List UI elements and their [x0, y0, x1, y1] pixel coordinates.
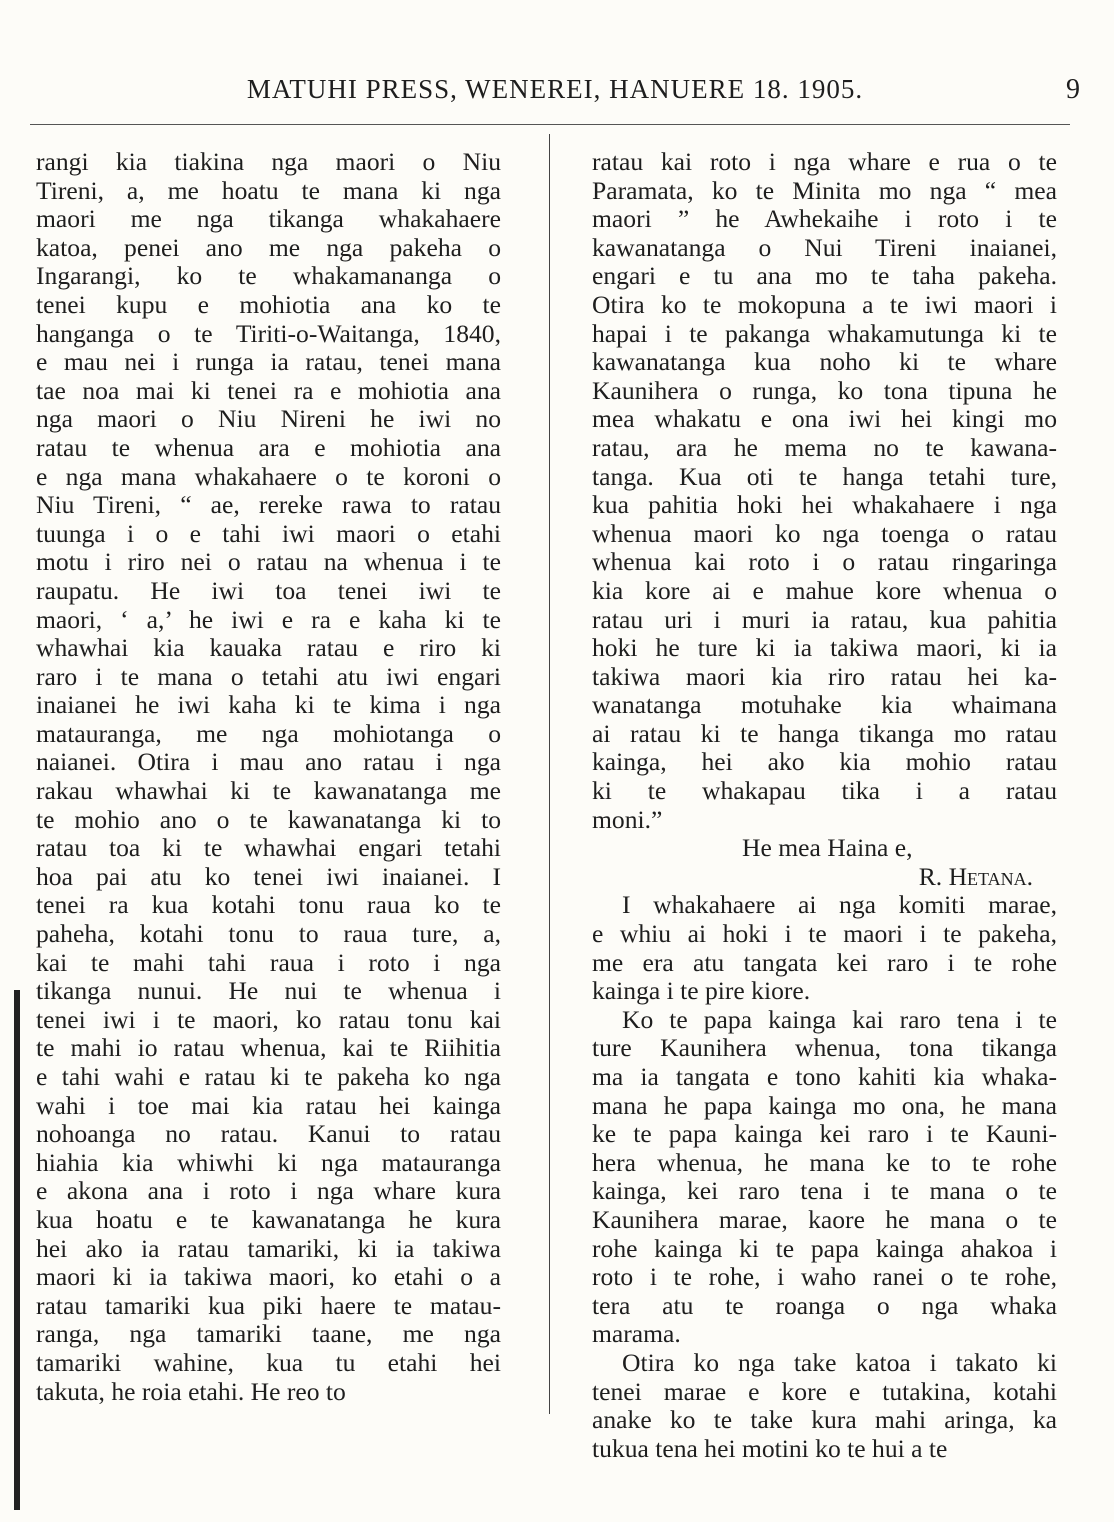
text-line: Otira ko nga take katoa i takato ki	[622, 1347, 1057, 1377]
text-line: nga maori o Niu Nireni he iwi no	[36, 404, 501, 434]
text-line: ma ia tangata e tono kahiti kia whaka-	[592, 1062, 1057, 1091]
text-line: te mohio ano o te kawanatanga ki to	[36, 804, 501, 834]
text-line: tenei marae e kore e tutakina, kotahi	[592, 1376, 1057, 1406]
text-line: ranga, nga tamariki taane, me nga	[36, 1319, 501, 1349]
text-line: mana he papa kainga mo ona, he mana	[592, 1090, 1057, 1120]
text-line: kua hoatu e te kawanatanga he kura	[36, 1204, 501, 1234]
text-line: hera whenua, he mana ke to te rohe	[592, 1147, 1057, 1177]
text-line: e mau nei i runga ia ratau, tenei mana	[36, 347, 501, 377]
column-divider	[549, 134, 550, 1414]
text-line: engari e tu ana mo te taha pakeha.	[592, 261, 1057, 291]
binding-edge	[14, 990, 20, 1510]
text-line: kawanatanga kua noho ki te whare	[592, 347, 1057, 377]
text-line: nohoanga no ratau. Kanui to ratau	[36, 1119, 501, 1149]
text-line: tikanga nunui. He nui te whenua i	[36, 976, 501, 1006]
text-line: Niu Tireni, “ ae, rereke rawa to ratau	[36, 490, 501, 520]
text-line: e tahi wahi e ratau ki te pakeha ko nga	[36, 1062, 501, 1091]
text-line: ki te whakapau tika i a ratau	[592, 776, 1057, 806]
text-line: hiahia kia whiwhi ki nga matauranga	[36, 1147, 501, 1177]
text-line: kua pahitia hoki hei whakahaere i nga	[592, 490, 1057, 520]
text-line: tukua tena hei motini ko te hui a te	[592, 1433, 948, 1463]
text-line: wahi i toe mai kia ratau hei kainga	[36, 1090, 501, 1120]
text-line: kawanatanga o Nui Tireni inaianei,	[592, 232, 1057, 262]
text-line: Kaunihera o runga, ko tona tipuna he	[592, 375, 1057, 405]
text-line: me era atu tangata kei raro i te rohe	[592, 947, 1057, 977]
text-line: maori ki ia takiwa maori, ko etahi o a	[36, 1262, 501, 1292]
text-line: kainga, hei ako kia mohio ratau	[592, 747, 1057, 777]
page-header	[30, 74, 1080, 114]
text-line: ratau toa ki te whawhai engari tetahi	[36, 833, 501, 863]
text-line: paheha, kotahi tonu to raua ture, a,	[36, 919, 501, 949]
text-line: motu i riro nei o ratau na whenua i te	[36, 547, 501, 577]
text-line: tanga. Kua oti te hanga tetahi ture,	[592, 461, 1057, 491]
text-line: ratau tamariki kua piki haere te matau-	[36, 1290, 501, 1320]
text-line: tenei iwi i te maori, ko ratau tonu kai	[36, 1004, 501, 1034]
text-line: Ingarangi, ko te whakamananga o	[36, 261, 501, 291]
text-line: Kaunihera marae, kaore he mana o te	[592, 1204, 1057, 1234]
text-line: maori me nga tikanga whakahaere	[36, 204, 501, 234]
text-line: katoa, penei ano me nga pakeha o	[36, 232, 501, 262]
text-line: marama.	[592, 1319, 681, 1349]
text-line: e whiu ai hoki i te maori i te pakeha,	[592, 919, 1057, 949]
text-line: ratau, ara he mema no te kawana-	[592, 432, 1057, 462]
text-line: ratau te whenua ara e mohiotia ana	[36, 432, 501, 462]
text-line: whenua kai roto i o ratau ringaringa	[592, 547, 1057, 577]
text-line: te mahi io ratau whenua, kai te Riihitia	[36, 1033, 501, 1063]
text-line: ke te papa kainga kei raro i te Kauni-	[592, 1119, 1057, 1149]
text-line: maori, ‘ a,’ he iwi e ra e kaha ki te	[36, 604, 501, 634]
text-line: raupatu. He iwi toa tenei iwi te	[36, 575, 501, 605]
text-line: inaianei he iwi kaha ki te kima i nga	[36, 690, 501, 720]
text-line: tenei kupu e mohiotia ana ko te	[36, 289, 501, 319]
text-line: rakau whawhai ki te kawanatanga me	[36, 776, 501, 806]
text-line: roto i te rohe, i waho ranei o te rohe,	[592, 1262, 1057, 1292]
text-line: takuta, he roia etahi. He reo to	[36, 1376, 346, 1406]
left-column	[36, 148, 501, 1406]
text-line: rangi kia tiakina nga maori o Niu	[36, 147, 501, 176]
text-line: Paramata, ko te Minita mo nga “ mea	[592, 175, 1057, 205]
text-line: tera atu te roanga o nga whaka	[592, 1290, 1057, 1320]
text-line: kia kore ai e mahue kore whenua o	[592, 575, 1057, 605]
text-line: moni.”	[592, 804, 663, 834]
signature-closing: He mea Haina e,	[742, 833, 913, 863]
text-line: maori ” he Awhekaihe i roto i te	[592, 204, 1057, 234]
right-column	[592, 148, 1057, 1463]
text-line: rohe kainga ki te papa kainga ahakoa i	[592, 1233, 1057, 1263]
text-line: hanganga o te Tiriti-o-Waitanga, 1840,	[36, 318, 501, 348]
text-line: tenei ra kua kotahi tonu raua ko te	[36, 890, 501, 920]
text-line: tuunga i o e tahi iwi maori o etahi	[36, 518, 501, 548]
text-line: ture Kaunihera whenua, tona tikanga	[592, 1033, 1057, 1063]
text-line: ratau kai roto i nga whare e rua o te	[592, 147, 1057, 176]
text-line: e akona ana i roto i nga whare kura	[36, 1176, 501, 1206]
text-line: wanatanga motuhake kia whaimana	[592, 690, 1057, 720]
text-line: I whakahaere ai nga komiti marae,	[622, 890, 1057, 920]
text-line: kai te mahi tahi raua i roto i nga	[36, 947, 501, 977]
header-rule	[30, 124, 1070, 125]
text-line: e nga mana whakahaere o te koroni o	[36, 461, 501, 491]
signature-name: R. Hetana.	[918, 861, 1033, 891]
text-line: kainga, kei raro tena i te mana o te	[592, 1176, 1057, 1206]
text-line: kainga i te pire kiore.	[592, 976, 811, 1006]
text-line: whawhai kia kauaka ratau e riro ki	[36, 633, 501, 663]
text-line: Otira ko te mokopuna a te iwi maori i	[592, 289, 1057, 319]
text-line: anake ko te take kura mahi aringa, ka	[592, 1405, 1057, 1435]
text-line: ai ratau ki te hanga tikanga mo ratau	[592, 718, 1057, 748]
text-line: ratau uri i muri ia ratau, kua pahitia	[592, 604, 1057, 634]
text-line: whenua maori ko nga toenga o ratau	[592, 518, 1057, 548]
text-line: tamariki wahine, kua tu etahi hei	[36, 1347, 501, 1377]
text-line: hoki he ture ki ia takiwa maori, ki ia	[592, 633, 1057, 663]
text-line: takiwa maori kia riro ratau hei ka-	[592, 661, 1057, 691]
text-line: hei ako ia ratau tamariki, ki ia takiwa	[36, 1233, 501, 1263]
text-line: Tireni, a, me hoatu te mana ki nga	[36, 175, 501, 205]
text-line: naianei. Otira i mau ano ratau i nga	[36, 747, 501, 777]
text-line: matauranga, me nga mohiotanga o	[36, 718, 501, 748]
text-line: Ko te papa kainga kai raro tena i te	[622, 1004, 1057, 1034]
newspaper-title: MATUHI PRESS, WENEREI, HANUERE 18. 1905.	[246, 74, 864, 104]
text-line: tae noa mai ki tenei ra e mohiotia ana	[36, 375, 501, 405]
text-line: mea whakatu e ona iwi hei kingi mo	[592, 404, 1057, 434]
text-line: raro i te mana o tetahi atu iwi engari	[36, 661, 501, 691]
text-line: hoa pai atu ko tenei iwi inaianei. I	[36, 861, 501, 891]
text-line: hapai i te pakanga whakamutunga ki te	[592, 318, 1057, 348]
page-number: 9	[1066, 74, 1080, 105]
